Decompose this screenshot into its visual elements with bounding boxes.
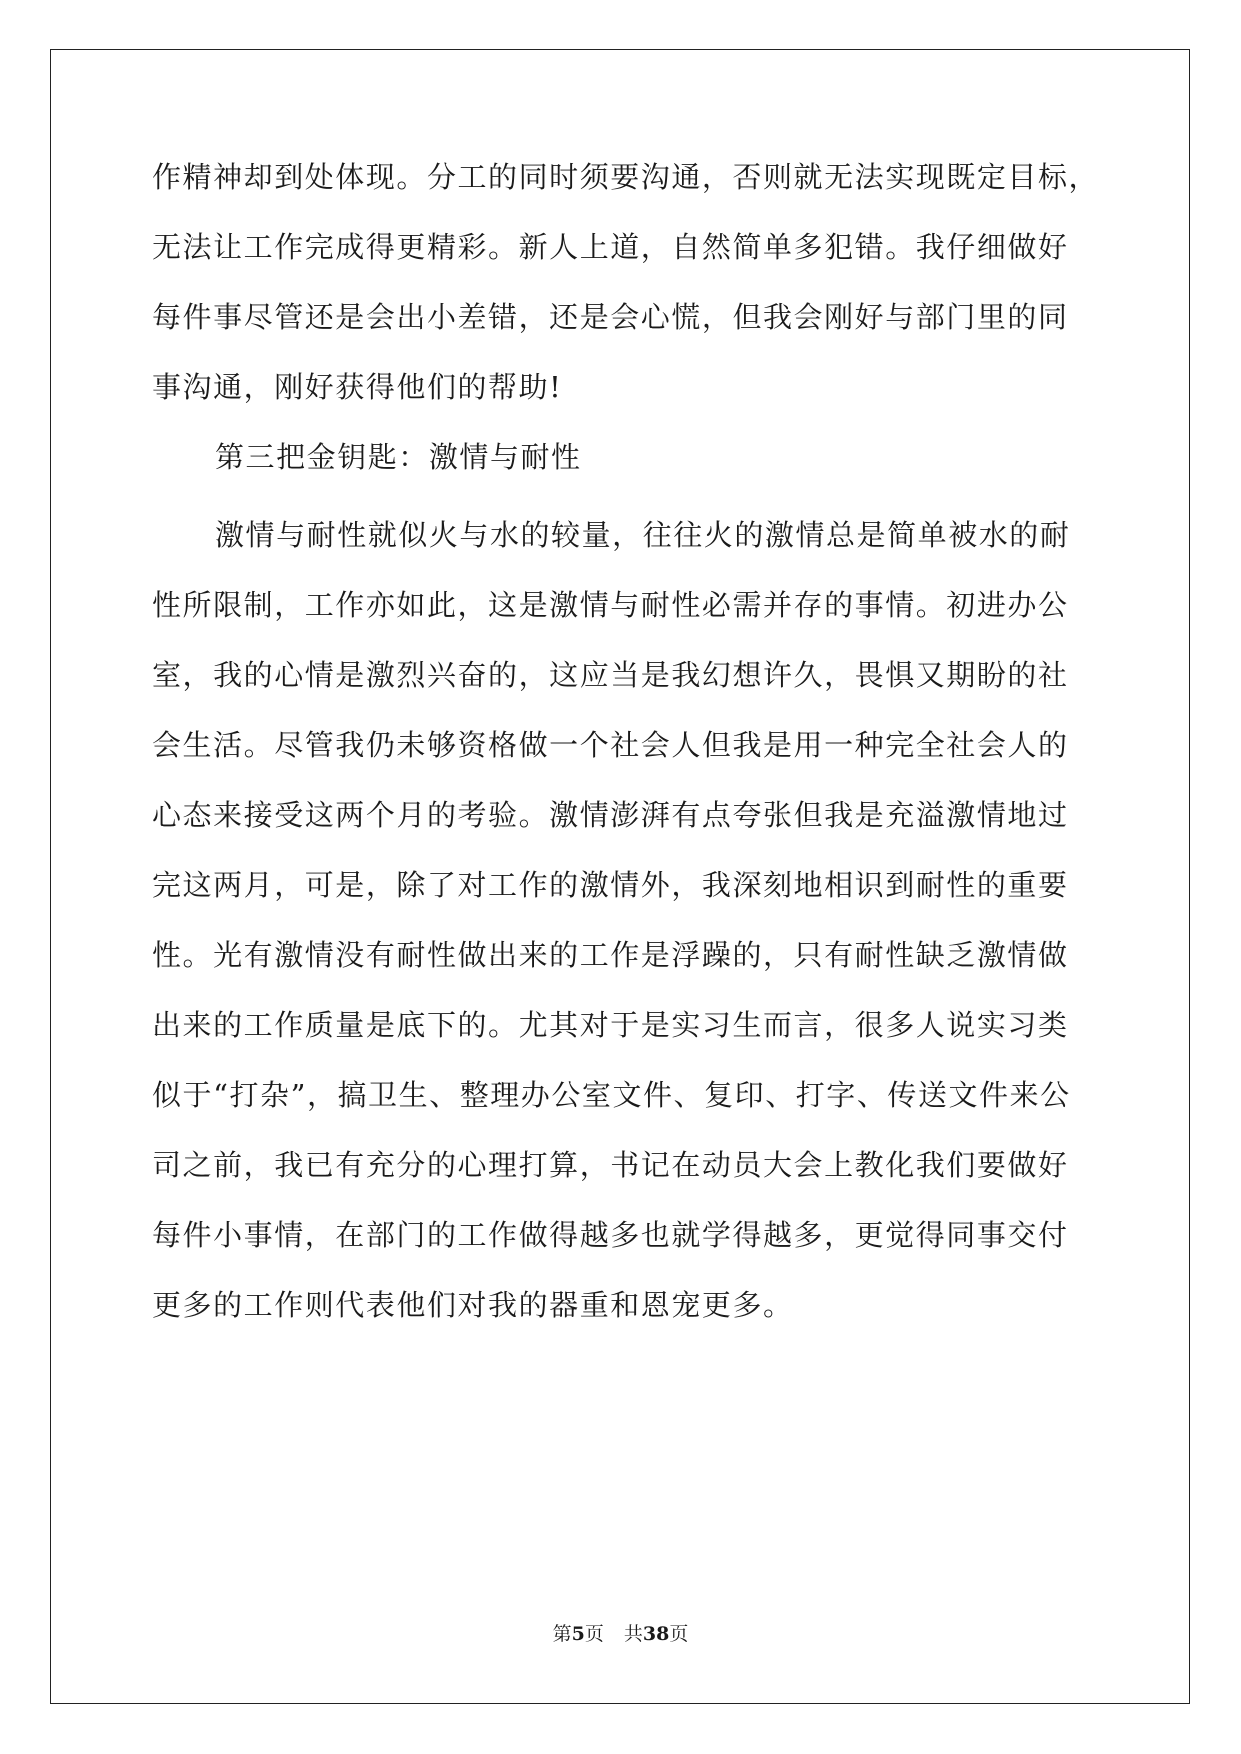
page-suffix: 页	[584, 1623, 604, 1645]
paragraph-line: 似于“打杂”，搞卫生、整理办公室文件、复印、打字、传送文件来公	[152, 1078, 1071, 1112]
paragraph-line: 性。光有激情没有耐性做出来的工作是浮躁的，只有耐性缺乏激情做	[152, 938, 1069, 972]
paragraph-line: 更多的工作则代表他们对我的器重和恩宠更多。	[152, 1288, 794, 1322]
paragraph-line: 司之前，我已有充分的心理打算，书记在动员大会上教化我们要做好	[152, 1148, 1069, 1182]
paragraph-line: 出来的工作质量是底下的。尤其对于是实习生而言，很多人说实习类	[152, 1008, 1069, 1042]
paragraph-line: 每件事尽管还是会出小差错，还是会心慌，但我会刚好与部门里的同	[152, 300, 1069, 334]
paragraph-line: 激情与耐性就似火与水的较量，往往火的激情总是简单被水的耐	[215, 518, 1071, 552]
paragraph-line: 每件小事情，在部门的工作做得越多也就学得越多，更觉得同事交付	[152, 1218, 1069, 1252]
paragraph-line: 完这两月，可是，除了对工作的激情外，我深刻地相识到耐性的重要	[152, 868, 1069, 902]
total-suffix: 页	[669, 1623, 689, 1645]
paragraph-line: 作精神却到处体现。分工的同时须要沟通，否则就无法实现既定目标，	[152, 160, 1100, 194]
total-prefix: 共	[623, 1623, 643, 1645]
page-prefix: 第	[552, 1623, 572, 1645]
paragraph-line: 心态来接受这两个月的考验。激情澎湃有点夸张但我是充溢激情地过	[152, 798, 1069, 832]
page-footer	[0, 1622, 1241, 1646]
paragraph-line: 室，我的心情是激烈兴奋的，这应当是我幻想许久，畏惧又期盼的社	[152, 658, 1069, 692]
total-pages: 38	[642, 1623, 670, 1645]
paragraph-line: 性所限制，工作亦如此，这是激情与耐性必需并存的事情。初进办公	[152, 588, 1069, 622]
paragraph-line: 无法让工作完成得更精彩。新人上道，自然简单多犯错。我仔细做好	[152, 230, 1069, 264]
section-heading: 第三把金钥匙：激情与耐性	[215, 440, 582, 474]
paragraph-line: 会生活。尽管我仍未够资格做一个社会人但我是用一种完全社会人的	[152, 728, 1069, 762]
page-number: 5	[571, 1623, 585, 1645]
paragraph-line: 事沟通，刚好获得他们的帮助!	[152, 370, 563, 404]
